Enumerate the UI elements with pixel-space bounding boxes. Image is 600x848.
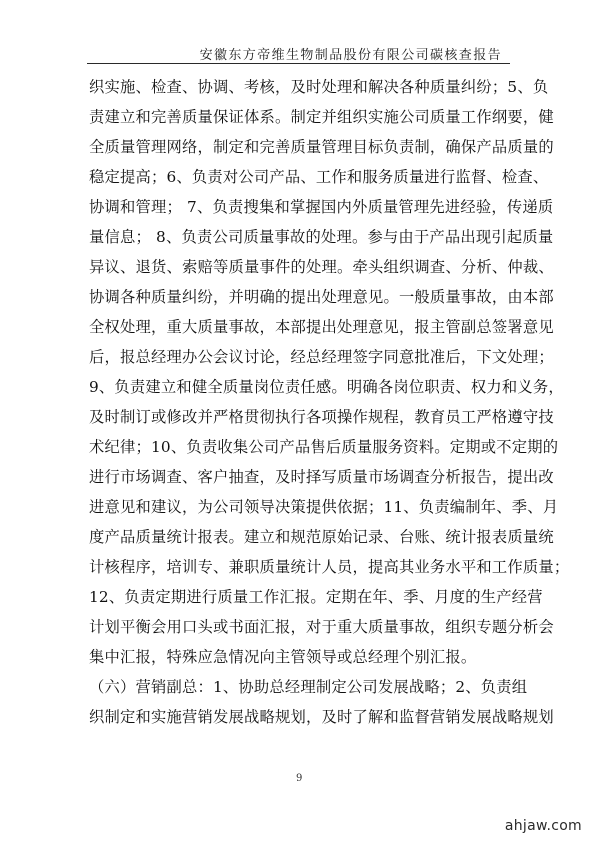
text-line: 全权处理，重大质量事故，本部提出处理意见，报主管副总签署意见 xyxy=(89,318,554,336)
text-line: 度产品质量统计报表。建立和规范原始记录、台账、统计报表质量统 xyxy=(89,528,554,546)
text-line: 量信息； 8、负责公司质量事故的处理。参与由于产品出现引起质量 xyxy=(89,228,554,246)
text-line: 及时制订或修改并严格贯彻执行各项操作规程，教育员工严格遵守技 xyxy=(89,408,554,426)
text-line: （六）营销副总：1、协助总经理制定公司发展战略；2、负责组 xyxy=(89,678,528,696)
text-line: 计核程序，培训专、兼职质量统计人员，提高其业务水平和工作质量； xyxy=(89,558,570,576)
text-line: 进意见和建议，为公司领导决策提供依据；11、负责编制年、季、月 xyxy=(89,498,559,516)
text-line: 计划平衡会用口头或书面汇报，对于重大质量事故，组织专题分析会 xyxy=(89,618,554,636)
page-number: 9 xyxy=(296,773,303,784)
text-line: 9、负责建立和健全质量岗位责任感。明确各岗位职责、权力和义务， xyxy=(89,378,564,396)
text-line: 异议、退货、索赔等质量事件的处理。牵头组织调查、分析、仲裁、 xyxy=(89,258,554,276)
text-line: 协调各种质量纠纷，并明确的提出处理意见。一般质量事故，由本部 xyxy=(89,288,554,306)
text-line: 进行市场调查、客户抽查，及时择写质量市场调查分析报告，提出改 xyxy=(89,468,554,486)
text-line: 12、负责定期进行质量工作汇报。定期在年、季、月度的生产经营 xyxy=(89,588,543,606)
text-line: 责建立和完善质量保证体系。制定并组织实施公司质量工作纲要，健 xyxy=(89,108,554,126)
text-line: 后，报总经理办公会议讨论，经总经理签字同意批准后，下文处理； xyxy=(89,348,554,366)
text-line: 织制定和实施营销发展战略规划，及时了解和监督营销发展战略规划 xyxy=(89,708,554,726)
site-watermark: ahjaw.com xyxy=(504,818,582,834)
text-line: 稳定提高；6、负责对公司产品、工作和服务质量进行监督、检查、 xyxy=(89,168,549,186)
text-line: 术纪律；10、负责收集公司产品售后质量服务资料。定期或不定期的 xyxy=(89,438,559,456)
report-header-title: 安徽东方帝维生物制品股份有限公司碳核查报告 xyxy=(199,48,502,63)
body-text xyxy=(89,72,570,732)
text-line: 织实施、检查、协调、考核，及时处理和解决各种质量纠纷；5、负 xyxy=(89,78,549,96)
header-divider xyxy=(87,63,510,64)
text-line: 协调和管理； 7、负责搜集和掌握国内外质量管理先进经验，传递质 xyxy=(89,198,554,216)
text-line: 全质量管理网络，制定和完善质量管理目标负责制，确保产品质量的 xyxy=(89,138,554,156)
text-line: 集中汇报，特殊应急情况向主管领导或总经理个别汇报。 xyxy=(89,648,477,666)
